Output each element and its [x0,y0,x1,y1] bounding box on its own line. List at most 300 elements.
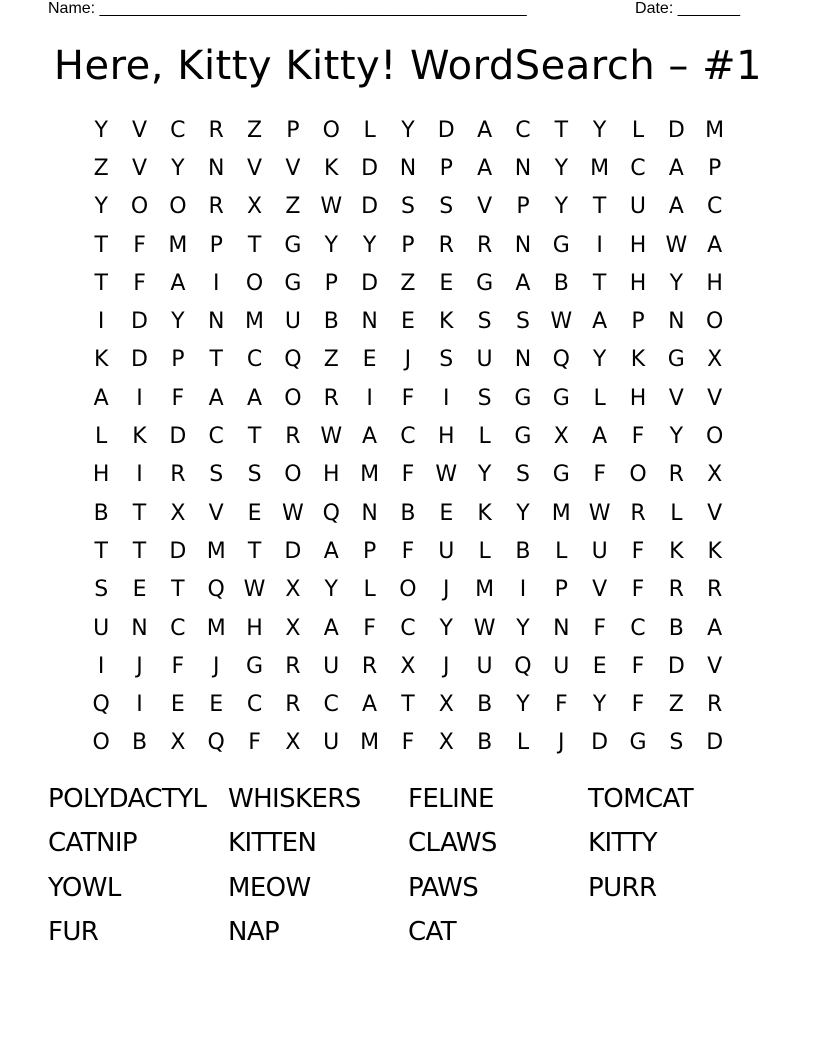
grid-letter: R [208,194,224,220]
grid-letter: U [284,309,301,335]
grid-letter: D [131,347,148,373]
grid-letter: R [285,424,301,450]
grid-letter: O [130,194,149,220]
grid-letter: Y [171,309,185,335]
grid-letter: X [285,615,301,641]
grid-letter: N [207,309,225,335]
grid-letter: N [399,155,417,181]
grid-letter: Y [94,117,108,143]
grid-letter: G [552,385,570,411]
grid-letter: B [477,692,493,718]
grid-letter: A [247,385,263,411]
grid-letter: L [363,117,376,143]
grid-letter: U [476,653,493,679]
word-list-item: KITTY [588,828,657,859]
grid-letter: J [443,577,450,603]
grid-letter: L [478,424,491,450]
grid-letter: T [132,538,147,564]
grid-letter: W [320,194,343,220]
grid-letter: G [246,653,264,679]
grid-letter: R [438,232,454,258]
grid-letter: N [131,615,148,641]
grid-letter: J [212,653,220,679]
grid-letter: A [668,194,684,220]
grid-letter: A [707,615,723,641]
grid-letter: F [631,424,645,450]
grid-letter: V [131,155,148,181]
grid-letter: Y [439,615,453,641]
grid-letter: Y [592,347,607,373]
grid-letter: B [323,309,339,335]
grid-letter: C [170,615,186,641]
grid-letter: I [366,385,373,411]
grid-letter: S [477,309,492,335]
grid-letter: T [247,424,262,450]
grid-letter: T [247,232,262,258]
grid-letter: R [208,117,224,143]
grid-letter: K [93,347,109,373]
grid-letter: D [361,194,379,220]
grid-letter: T [592,194,607,220]
grid-letter: F [631,653,645,679]
grid-letter: B [668,615,684,641]
grid-letter: B [131,730,148,756]
grid-letter: N [553,615,570,641]
grid-letter: X [438,730,454,756]
grid-letter: F [631,577,645,603]
grid-letter: P [708,155,722,181]
grid-letter: T [171,577,185,603]
grid-letter: U [323,730,340,756]
grid-letter: G [552,232,570,258]
grid-letter: F [631,692,645,718]
grid-letter: Y [401,117,415,143]
grid-letter: C [400,424,416,450]
grid-letter: G [284,232,302,258]
grid-letter: X [400,653,416,679]
grid-letter: H [629,385,647,411]
grid-letter: S [477,385,492,411]
grid-letter: V [668,385,684,411]
grid-letter: L [516,730,530,756]
grid-letter: E [592,653,607,679]
grid-letter: X [170,500,186,526]
grid-letter: E [439,270,454,296]
grid-letter: P [401,232,415,258]
grid-letter: Y [516,500,530,526]
grid-letter: I [97,309,105,335]
grid-letter: A [93,385,109,411]
grid-letter: C [400,615,416,641]
grid-letter: D [667,653,685,679]
grid-letter: D [591,730,609,756]
grid-letter: Z [285,194,301,220]
grid-letter: M [168,232,188,258]
grid-letter: F [401,538,415,564]
grid-letter: K [630,347,646,373]
grid-letter: T [247,538,262,564]
grid-letter: H [322,462,340,488]
grid-letter: G [514,385,532,411]
grid-letter: R [285,653,301,679]
grid-letter: T [94,270,108,296]
grid-letter: W [435,462,458,488]
grid-letter: N [207,155,225,181]
grid-letter: Y [362,232,377,258]
grid-letter: J [404,347,412,373]
grid-letter: N [361,500,378,526]
grid-letter: A [707,232,723,258]
grid-letter: Y [94,194,108,220]
grid-letter: G [284,270,302,296]
grid-letter: E [400,309,415,335]
grid-letter: M [245,309,265,335]
grid-letter: O [322,117,340,143]
grid-letter: Z [247,117,263,143]
grid-letter: G [629,730,647,756]
grid-letter: S [439,347,454,373]
grid-letter: Q [207,730,225,756]
grid-letter: I [136,462,143,488]
grid-letter: M [360,462,380,488]
grid-letter: O [706,424,724,450]
grid-letter: E [362,347,377,373]
word-list-item: PAWS [408,872,479,903]
grid-letter: V [477,194,493,220]
word-list-item: YOWL [48,872,121,903]
word-list-item: NAP [228,916,280,947]
grid-letter: V [592,577,608,603]
grid-letter: G [476,270,494,296]
grid-letter: A [515,270,531,296]
grid-letter: C [323,692,339,718]
grid-letter: P [516,194,530,220]
grid-letter: U [323,653,340,679]
grid-letter: Y [554,194,569,220]
grid-letter: X [438,692,454,718]
grid-letter: M [360,730,380,756]
grid-letter: K [132,424,147,450]
grid-letter: T [94,232,108,258]
grid-letter: X [707,347,723,373]
grid-letter: H [246,615,263,641]
grid-letter: E [209,692,224,718]
grid-letter: Q [322,500,340,526]
grid-letter: A [323,615,339,641]
grid-letter: X [170,730,186,756]
grid-letter: R [361,653,378,679]
grid-letter: D [706,730,724,756]
grid-letter: Y [516,692,530,718]
grid-letter: V [707,500,723,526]
grid-letter: W [282,500,304,526]
grid-letter: H [437,424,455,450]
grid-letter: G [514,424,532,450]
grid-letter: A [323,538,339,564]
grid-letter: R [630,500,646,526]
grid-letter: B [515,538,531,564]
grid-letter: U [553,653,570,679]
grid-letter: U [476,347,493,373]
grid-letter: T [592,270,607,296]
grid-letter: E [439,500,454,526]
grid-letter: Z [668,692,684,718]
word-list-item: FELINE [408,784,494,814]
grid-letter: F [363,615,376,641]
grid-letter: X [285,577,301,603]
grid-letter: B [553,270,569,296]
grid-letter: F [631,538,645,564]
grid-letter: F [401,730,415,756]
grid-letter: F [593,615,606,641]
grid-letter: Y [554,155,569,181]
grid-letter: Q [284,347,302,373]
grid-letter: H [629,270,647,296]
grid-letter: A [668,155,684,181]
name-field-label: Name: ________________________________________________ [48,0,527,17]
grid-letter: C [706,194,723,220]
grid-letter: Q [514,653,532,679]
grid-letter: F [593,462,606,488]
grid-letter: R [668,462,684,488]
grid-letter: C [246,347,263,373]
grid-letter: T [94,538,108,564]
grid-letter: O [92,730,110,756]
grid-letter: I [136,692,143,718]
grid-letter: A [477,117,493,143]
grid-letter: K [477,500,492,526]
grid-letter: M [705,117,725,143]
grid-letter: V [208,500,224,526]
grid-letter: M [590,155,610,181]
grid-letter: F [171,385,185,411]
grid-letter: A [592,309,608,335]
grid-letter: M [206,615,226,641]
grid-letter: D [437,117,455,143]
grid-letter: O [399,577,417,603]
word-list-item: CAT [408,916,457,947]
word-list-item: POLYDACTYL [48,784,207,814]
grid-letter: Z [323,347,339,373]
grid-letter: F [401,462,415,488]
grid-letter: D [361,270,379,296]
grid-letter: R [170,462,186,488]
grid-letter: E [170,692,185,718]
grid-letter: M [551,500,571,526]
grid-letter: Z [400,270,416,296]
grid-letter: A [362,424,378,450]
grid-letter: V [131,117,148,143]
grid-letter: H [629,232,647,258]
grid-letter: S [515,309,530,335]
grid-letter: Y [324,232,338,258]
grid-letter: G [552,462,570,488]
word-list-item: PURR [588,872,657,903]
grid-letter: S [400,194,415,220]
grid-letter: M [475,577,495,603]
grid-letter: C [208,424,224,450]
grid-letter: X [285,730,301,756]
grid-letter: P [554,577,568,603]
grid-letter: K [324,155,339,181]
grid-letter: T [401,692,415,718]
grid-letter: Y [516,615,530,641]
grid-letter: N [514,155,532,181]
grid-letter: C [630,615,646,641]
grid-letter: P [286,117,300,143]
grid-letter: V [247,155,263,181]
grid-letter: D [284,538,302,564]
grid-letter: O [629,462,647,488]
word-list-item: CATNIP [48,828,137,859]
grid-letter: S [439,194,454,220]
grid-letter: T [132,500,147,526]
grid-letter: D [667,117,685,143]
grid-letter: C [630,155,646,181]
grid-letter: K [439,309,454,335]
grid-letter: H [706,270,723,296]
word-list-item: FUR [48,916,99,947]
word-list-item: CLAWS [408,828,497,859]
grid-letter: Q [207,577,225,603]
grid-letter: L [670,500,683,526]
grid-letter: P [209,232,223,258]
grid-letter: L [631,117,645,143]
grid-letter: K [669,538,684,564]
grid-letter: C [170,117,186,143]
grid-letter: C [515,117,531,143]
grid-letter: P [171,347,185,373]
grid-letter: O [245,270,264,296]
word-list [48,777,768,954]
grid-letter: Z [93,155,109,181]
grid-letter: X [707,462,723,488]
grid-letter: A [208,385,224,411]
grid-letter: A [362,692,378,718]
grid-letter: Y [592,692,607,718]
letter-grid [82,111,734,762]
grid-letter: R [476,232,493,258]
grid-letter: G [667,347,685,373]
grid-letter: W [550,309,573,335]
word-list-item: KITTEN [228,828,317,859]
grid-letter: W [243,577,266,603]
grid-letter: B [93,500,109,526]
grid-letter: F [554,692,568,718]
grid-letter: Y [171,155,185,181]
grid-letter: V [707,653,723,679]
page-title: Here, Kitty Kitty! WordSearch – #1 [53,43,763,89]
grid-letter: I [212,270,220,296]
grid-letter: R [668,577,684,603]
grid-letter: H [92,462,110,488]
grid-letter: S [247,462,262,488]
grid-letter: P [362,538,377,564]
grid-letter: Q [552,347,570,373]
grid-letter: O [169,194,187,220]
grid-letter: R [285,692,301,718]
grid-letter: B [477,730,493,756]
grid-letter: X [553,424,569,450]
grid-letter: N [361,309,378,335]
grid-letter: D [131,309,148,335]
grid-letter: W [473,615,496,641]
grid-letter: F [171,653,185,679]
grid-letter: A [170,270,186,296]
grid-letter: P [324,270,338,296]
grid-letter: F [248,730,261,756]
grid-letter: D [361,155,379,181]
grid-letter: I [136,385,143,411]
grid-letter: R [707,692,723,718]
grid-letter: C [246,692,263,718]
grid-letter: R [323,385,339,411]
grid-letter: Y [592,117,607,143]
grid-letter: N [514,347,532,373]
grid-letter: J [136,653,143,679]
grid-letter: D [169,538,187,564]
grid-letter: I [596,232,603,258]
grid-letter: B [400,500,416,526]
grid-letter: U [591,538,608,564]
grid-letter: L [478,538,491,564]
grid-letter: J [443,653,450,679]
grid-letter: V [707,385,723,411]
word-list-item: TOMCAT [588,784,693,814]
grid-letter: O [284,385,302,411]
grid-letter: L [593,385,606,411]
word-list-item: MEOW [228,872,311,903]
grid-letter: U [438,538,455,564]
grid-letter: S [209,462,224,488]
grid-letter: N [668,309,685,335]
grid-letter: Y [324,577,338,603]
grid-letter: I [443,385,450,411]
grid-letter: Y [669,424,684,450]
grid-letter: E [132,577,147,603]
grid-letter: T [209,347,223,373]
grid-letter: J [558,730,565,756]
grid-letter: F [133,270,146,296]
grid-letter: T [554,117,569,143]
grid-letter: W [665,232,688,258]
grid-letter: S [515,462,530,488]
grid-letter: Q [92,692,110,718]
grid-letter: P [439,155,453,181]
grid-letter: L [555,538,568,564]
grid-letter: X [247,194,263,220]
grid-letter: U [629,194,647,220]
grid-letter: F [401,385,415,411]
date-field-label: Date: _______ [635,0,740,17]
grid-letter: L [95,424,108,450]
grid-letter: P [631,309,645,335]
grid-letter: I [519,577,527,603]
grid-letter: O [706,309,724,335]
grid-letter: I [97,653,105,679]
grid-letter: O [284,462,302,488]
grid-letter: R [707,577,723,603]
grid-letter: W [320,424,343,450]
grid-letter: Y [669,270,684,296]
grid-letter: L [363,577,376,603]
word-list-item: WHISKERS [228,784,361,814]
grid-letter: W [588,500,611,526]
header [48,0,740,20]
grid-letter: N [514,232,532,258]
grid-letter: S [669,730,684,756]
grid-letter: U [93,615,110,641]
